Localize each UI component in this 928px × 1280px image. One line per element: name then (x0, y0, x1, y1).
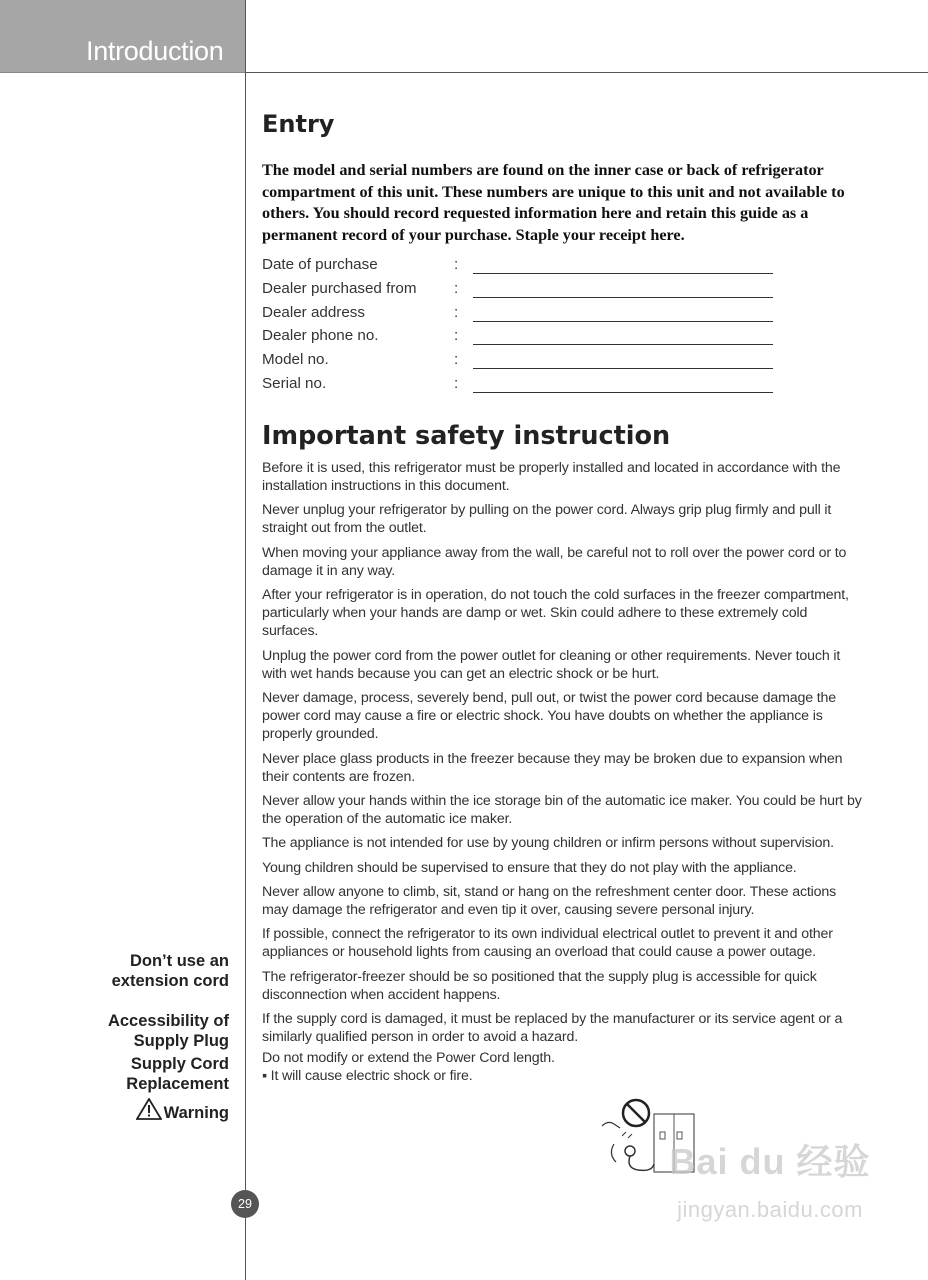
safety-paragraph: The appliance is not intended for use by young children or infirm persons without supervision. (262, 835, 834, 852)
safety-paragraph: Never allow anyone to climb, sit, stand or hang on the refreshment center door. These actions may damage the refrigerator and even tip it over, causing severe personal injury. (262, 883, 837, 919)
field-dealer-purchased-from: Dealer purchased from : (262, 278, 862, 302)
watermark (660, 1142, 880, 1242)
hand-icon (602, 1122, 620, 1128)
safety-paragraph: Unplug the power cord from the power outlet for cleaning or other requirements. Never touch it with wet hands because you can get an electric shock or be hurt. (262, 647, 841, 682)
side-label-extension-cord: Don’t use an extension cord (111, 952, 229, 990)
field-label: Dealer phone no. (262, 327, 379, 345)
side-label-cord-replacement: Supply Cord Replacement (126, 1055, 229, 1093)
vertical-divider (245, 0, 246, 1280)
watermark-url: jingyan.baidu.com (677, 1197, 863, 1222)
watermark-brand: Bai du 经验 (669, 1141, 871, 1182)
safety-paragraph: Never unplug your refrigerator by pulling on the power cord. Always grip plug firmly and pull it straight out from the outlet. (262, 502, 832, 537)
safety-paragraph: Never damage, process, severely bend, pull out, or twist the power cord because damage the power cord may cause a fire or electric shock. You have doubts on whether the appliance is properly grounded. (262, 690, 837, 743)
field-date-of-purchase: Date of purchase : (262, 254, 862, 278)
section-title: Introduction (86, 36, 224, 66)
safety-paragraph: If possible, connect the refrigerator to its own individual electrical outlet to prevent it and other appliances or household lights from causing an overload that could cause a power outage. (262, 926, 833, 961)
field-label: Dealer purchased from (262, 279, 417, 297)
side-label-accessibility: Accessibility of Supply Plug (107, 1012, 229, 1050)
safety-paragraph: When moving your appliance away from the wall, be careful not to roll over the power cord or to damage it in any way. (262, 544, 847, 579)
warning-bullet: ▪ It will cause electric shock or fire. (262, 1067, 473, 1084)
record-form (262, 254, 862, 397)
safety-paragraph: Young children should be supervised to ensure that they do not play with the appliance. (262, 859, 797, 876)
safety-paragraph: If the supply cord is damaged, it must be replaced by the manufacturer or its service agent or a similarly qualified person in order to avoid a hazard. (262, 1011, 843, 1046)
field-label: Model no. (262, 351, 329, 369)
entry-heading: Entry (262, 110, 335, 138)
blank-line (473, 297, 773, 298)
section-header-tab (0, 0, 245, 73)
safety-paragraph: The refrigerator-freezer should be so positioned that the supply plug is accessible for quick disconnection when accident happens. (262, 968, 817, 1003)
main-content (262, 110, 862, 1085)
safety-heading: Important safety instruction (262, 420, 671, 451)
safety-paragraph: After your refrigerator is in operation, do not touch the cold surfaces in the freezer compartment, particularly when your hands are damp or wet. Skin could adhere to these extremely cold surfaces. (262, 587, 849, 640)
warning-text: Do not modify or extend the Power Cord length. (262, 1050, 555, 1067)
safety-paragraph: Before it is used, this refrigerator must be properly installed and located in accordance with the installation instructions in this document. (262, 459, 841, 494)
field-model-no: Model no. : (262, 349, 862, 373)
blank-line (473, 321, 773, 322)
horizontal-divider (245, 72, 928, 73)
field-dealer-address: Dealer address : (262, 302, 862, 326)
warning-paragraph (262, 1050, 862, 1085)
safety-paragraph: Never place glass products in the freezer because they may be broken due to expansion when their contents are frozen. (262, 750, 843, 785)
field-serial-no: Serial no. : (262, 373, 862, 397)
blank-line (473, 368, 773, 369)
blank-line (473, 273, 773, 274)
blank-line (473, 392, 773, 393)
field-label: Date of purchase (262, 256, 378, 273)
warning-triangle-icon (136, 1098, 162, 1120)
safety-paragraph: Never allow your hands within the ice storage bin of the automatic ice maker. You could be hurt by the operation of the automatic ice maker. (262, 793, 862, 828)
field-label: Dealer address (262, 303, 365, 321)
side-label-warning: Warning (136, 1098, 229, 1124)
field-dealer-phone: Dealer phone no. : (262, 325, 862, 349)
safety-paragraphs (262, 459, 862, 1086)
blank-line (473, 344, 773, 345)
plug-icon (625, 1146, 635, 1156)
page-number: 29 (231, 1190, 259, 1218)
entry-intro: The model and serial numbers are found on the inner case or back of refrigerator compartment of this unit. These numbers are unique to this unit and not available to others. You should record requested information here and retain this guide as a permanent record of your purchase. Staple your receipt here. (262, 161, 845, 244)
field-label: Serial no. (262, 374, 327, 392)
